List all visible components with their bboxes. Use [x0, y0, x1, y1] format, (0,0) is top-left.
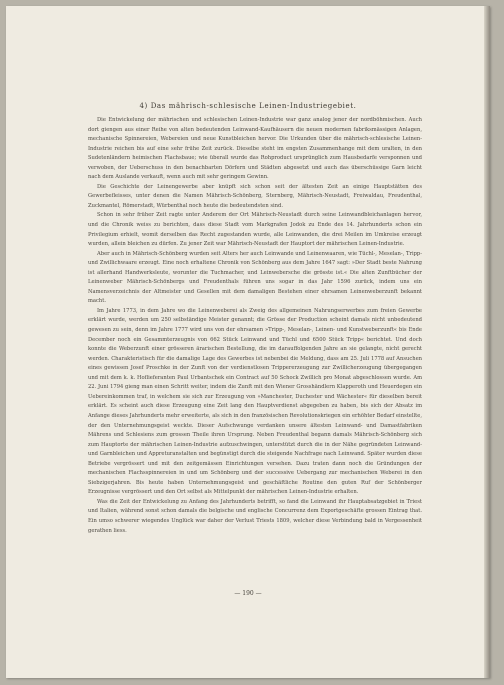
- paragraph: Die Geschichte der Leinengewerbe aber knüpft sich schon seit der ältesten Zeit an einige Hauptstätten des Gewerbefleisses, unter denen die Namen Mährisch-Schönberg, Sternberg, Mährisch-Neustadt, Freiwaldau, Freudenthal, Zuckmantel, Römerstadt, Würbenthal noch heute die bedeutendsten sind.: [88, 183, 422, 209]
- paragraph: Aber auch in Mährisch-Schönberg wurden seit Alters her auch Leinwande und Leinenwaaren, wie Tüchl-, Meselan-, Tripp- und Zwillichwaare erzeugt. Eine noch erhaltene Chronik von Schönberg aus dem Jahre 1647 sagt: »Der Stadt beste Nahrung ist allerhand Handwerksleute, worunter die Tuchmacher, und Leinwebersche die grösste ist.« Die alten Zunftbücher der Leinenweber Mährisch-Schönbergs und Freudenthals führen uns sogar in das Jahr 1596 zurück, indem uns ein Namensverzeichnis der Altmeister und Gesellen mit dem damaligen Bestehen einer ehrsamen Leinenweberzunft bekannt macht.: [88, 250, 422, 305]
- paragraph: Was die Zeit der Entwickelung zu Anfang des Jahrhunderts betrifft, so fand die Leinwand ihr Hauptabsatzgebiet in Triest und Italien, während sonst schon damals die belgische und englische Concurrenz dem Exportgeschäfte grossen Eintrag that. Ein umso schwerer wiegendes Unglück war daher der Verlust Triests 1809, welcher diese Verbindung bald in Vergessenheit gerathen liess.: [88, 498, 422, 534]
- page-number: — 190 —: [234, 590, 262, 597]
- binding-edge: [484, 6, 490, 678]
- section-heading: 4) Das mährisch-schlesische Leinen-Industriegebiet.: [139, 102, 357, 110]
- paragraph: Im Jahre 1773, in dem Jahre wo die Leinenweberei als Zweig des allgemeinen Nahrungserwerbes zum freien Gewerbe erklärt wurde, werden um 250 selbständige Meister genannt; die Grösse der Production scheint damals nicht unbedeutend gewesen zu sein, denn im Jahre 1777 wird uns von der ehrsamen »Tripp-, Meselan-, Leinen- und Kunstweberzunft« bis Ende December noch ein Gesammterzeugnis von 662 Stück Leinwand und Tüchl und 6500 Stück Tripp« berichtet. Und doch konnte die Weberzunft einer grösseren ärarischen Bestellung, die im darauffolgenden Jahre an sie gelangte, nicht gerecht werden. Charakteristisch für die damalige Lage des Gewerbes ist nebenbei die Meldung, dass am 25. Juli 1778 auf Ansuchen eines gewissen Josef Proschke in der Zunft von der verdienstlosen Trippererzeugung zur Zwillicherzeugung übergegangen und mit dem k. k. Hoflieferanten Paul Urbantschek ein Contract auf 50 Schock Zwillich pro Monat abgeschlossen wurde. Am 22. Juni 1794 gieng man einen Schritt weiter, indem die Zunft mit den Wiener Grosshändlern Klapperoth und Heuerdegen ein Uebereinkommen traf, in welchem sie sich zur Erzeugung von »Manchester, Duchester und Wächester« für dieselben bereit erklärt. Es scheint auch diese Erzeugung eine Zeit lang den Hauptverdienst abgegeben zu haben, bis sich der Absatz im Anfange dieses Jahrhunderts mehr erweiterte, als sich in den französischen Revolutionskriegen ein erhöhter Bedarf einstellte, der den Unternehmungsgeist weckte. Dieser Aufschwunge verdanken unsere ältesten Leinwand- und Damastfabriken Mährens und Schlesiens zum grossen Theile ihren Ursprung. Neben Freudenthal begann damals Mährisch-Schönberg sich zum Hauptorte der mährischen Leinen-Industrie aufzuschwingen, unterstützt durch die in der Nähe gegründeten Leinwand- und Garnbleichen und Appreturanstalten und begünstigt durch die steigende Nachfrage nach Leinwand. Später wurden diese Betriebe vergrössert und mit den zeitgemässen Einrichtungen versehen. Dazu traten dann noch die Gründungen der mechanischen Flachsspinnereien in und um Schönberg und der successive Uebergang zur mechanischen Weberei in den Siebzigerjahren. Bis heute haben Unternehmungsgeist und geschäftliche Routine den guten Ruf der Schönberger Erzeugnisse vergrössert und den Ort selbst als Mittelpunkt der mährischen Leinen-Industrie erhalten.: [88, 307, 422, 496]
- paragraph: Die Entwickelung der mährischen und schlesischen Leinen-Industrie war ganz analog jener der nordböhmischen. Auch dort giengen aus einer Reihe von alten bedeutenden Leinwand-Kaufhäusern die neuen modernen fabriksmässigen Anlagen, mechanische Spinnereien, Webereien und neue Kunstbleichen hervor. Die Urkunden über die mährisch-schlesische Leinen-Industrie reichen bis auf eine sehr frühe Zeit zurück. Dieselbe steht im engsten Zusammenhange mit dem uralten, in den Sudetenländern heimischen Flachsbaue; wie überall wurde das Rohproduct ursprünglich zum Hausbedarfe versponnen und verwoben, der Ueberschuss in den benachbarten Dörfern und Städten abgesetzt und auch das überschüssige Garn leicht nach dem Auslande verkauft, wenn auch mit sehr geringem Gewinn.: [88, 117, 422, 181]
- page-sheet: [6, 6, 490, 678]
- paragraph: Schon in sehr früher Zeit ragte unter Anderem der Ort Mährisch-Neustadt durch seine Leinwandbleichanlagen hervor, und die Chronik weiss zu berichten, dass diese Stadt vom Markgrafen Jodok zu Ende des 14. Jahrhunderts schon ein Privilegium erhielt, womit derselben das Recht zugestanden wurde, alle Leinwanden, die drei Meilen im Umkreise erzeugt wurden, allein bleichen zu dürfen. Zu jener Zeit war Mährisch-Neustadt der Hauptort der mährischen Leinen-Industrie.: [88, 212, 422, 248]
- body-text: [88, 116, 422, 536]
